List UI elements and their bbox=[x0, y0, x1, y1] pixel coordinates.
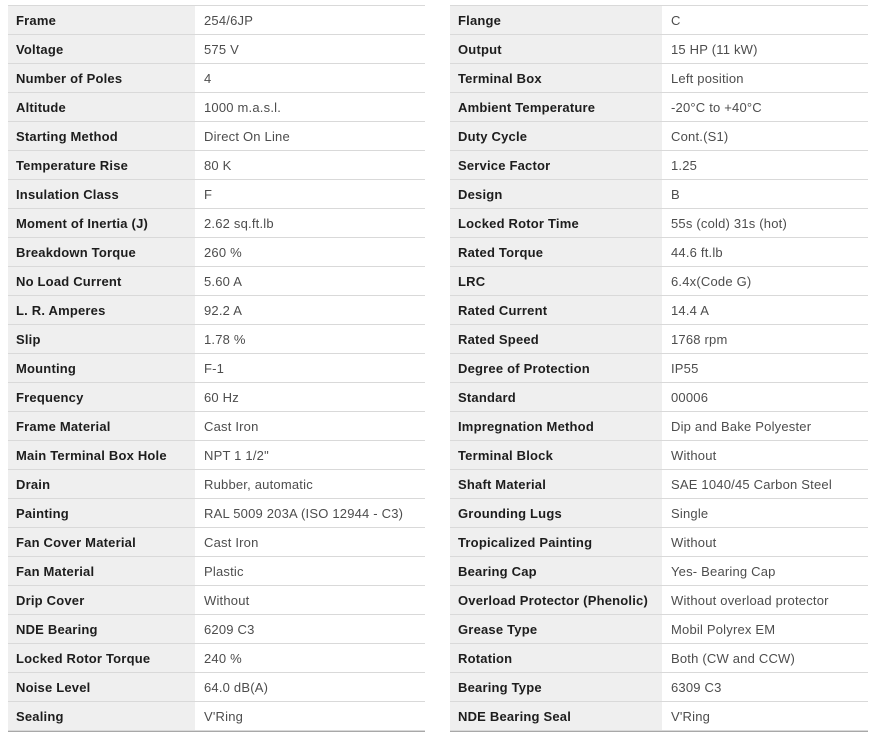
table-row bbox=[8, 267, 425, 296]
table-row bbox=[450, 180, 868, 209]
spec-label: Slip bbox=[8, 325, 195, 353]
spec-value: IP55 bbox=[662, 354, 868, 382]
spec-label: Rated Current bbox=[450, 296, 662, 324]
table-row bbox=[8, 35, 425, 64]
table-row bbox=[8, 557, 425, 586]
spec-value: 6309 C3 bbox=[662, 673, 868, 701]
table-row bbox=[450, 93, 868, 122]
spec-label: Terminal Block bbox=[450, 441, 662, 469]
spec-value: 575 V bbox=[195, 35, 425, 63]
spec-label: Drip Cover bbox=[8, 586, 195, 614]
spec-label: Ambient Temperature bbox=[450, 93, 662, 121]
spec-label: Sealing bbox=[8, 702, 195, 730]
table-row bbox=[450, 64, 868, 93]
spec-label: Grease Type bbox=[450, 615, 662, 643]
spec-label: Rated Torque bbox=[450, 238, 662, 266]
spec-value: 1.78 % bbox=[195, 325, 425, 353]
spec-label: Fan Cover Material bbox=[8, 528, 195, 556]
spec-value: F-1 bbox=[195, 354, 425, 382]
spec-value: 14.4 A bbox=[662, 296, 868, 324]
table-row bbox=[8, 615, 425, 644]
table-row bbox=[8, 470, 425, 499]
spec-label: Design bbox=[450, 180, 662, 208]
spec-value: 60 Hz bbox=[195, 383, 425, 411]
spec-value: Without overload protector bbox=[662, 586, 868, 614]
spec-label: Standard bbox=[450, 383, 662, 411]
table-row bbox=[8, 586, 425, 615]
table-row bbox=[8, 499, 425, 528]
spec-label: Rotation bbox=[450, 644, 662, 672]
table-row bbox=[450, 354, 868, 383]
spec-value: SAE 1040/45 Carbon Steel bbox=[662, 470, 868, 498]
table-row bbox=[450, 122, 868, 151]
spec-value: Dip and Bake Polyester bbox=[662, 412, 868, 440]
spec-label: Overload Protector (Phenolic) bbox=[450, 586, 662, 614]
table-row bbox=[8, 238, 425, 267]
spec-value: Cast Iron bbox=[195, 528, 425, 556]
spec-label: Service Factor bbox=[450, 151, 662, 179]
spec-value: Mobil Polyrex EM bbox=[662, 615, 868, 643]
table-row bbox=[450, 325, 868, 354]
spec-label: Bearing Type bbox=[450, 673, 662, 701]
spec-value: 44.6 ft.lb bbox=[662, 238, 868, 266]
spec-label: Bearing Cap bbox=[450, 557, 662, 585]
spec-label: Voltage bbox=[8, 35, 195, 63]
spec-label: Terminal Box bbox=[450, 64, 662, 92]
spec-value: RAL 5009 203A (ISO 12944 - C3) bbox=[195, 499, 425, 527]
spec-value: 15 HP (11 kW) bbox=[662, 35, 868, 63]
spec-label: Impregnation Method bbox=[450, 412, 662, 440]
table-row bbox=[450, 644, 868, 673]
spec-table-left bbox=[8, 5, 425, 732]
spec-value: 1768 rpm bbox=[662, 325, 868, 353]
spec-label: Moment of Inertia (J) bbox=[8, 209, 195, 237]
spec-label: Number of Poles bbox=[8, 64, 195, 92]
spec-label: Grounding Lugs bbox=[450, 499, 662, 527]
spec-value: Cont.(S1) bbox=[662, 122, 868, 150]
spec-value: 6.4x(Code G) bbox=[662, 267, 868, 295]
spec-label: Temperature Rise bbox=[8, 151, 195, 179]
spec-label: Frequency bbox=[8, 383, 195, 411]
spec-label: Frame bbox=[8, 6, 195, 34]
spec-value: 55s (cold) 31s (hot) bbox=[662, 209, 868, 237]
table-row bbox=[8, 354, 425, 383]
spec-value: 1000 m.a.s.l. bbox=[195, 93, 425, 121]
spec-value: F bbox=[195, 180, 425, 208]
spec-label: Painting bbox=[8, 499, 195, 527]
table-row bbox=[450, 615, 868, 644]
spec-label: Duty Cycle bbox=[450, 122, 662, 150]
spec-value: 260 % bbox=[195, 238, 425, 266]
table-row bbox=[8, 122, 425, 151]
spec-label: Frame Material bbox=[8, 412, 195, 440]
spec-label: LRC bbox=[450, 267, 662, 295]
spec-label: Output bbox=[450, 35, 662, 63]
table-row bbox=[450, 209, 868, 238]
table-row bbox=[450, 412, 868, 441]
table-row bbox=[450, 35, 868, 64]
table-row bbox=[450, 528, 868, 557]
table-row bbox=[450, 441, 868, 470]
table-row bbox=[8, 383, 425, 412]
spec-value: 5.60 A bbox=[195, 267, 425, 295]
spec-value: 80 K bbox=[195, 151, 425, 179]
spec-label: Mounting bbox=[8, 354, 195, 382]
spec-value: 64.0 dB(A) bbox=[195, 673, 425, 701]
table-row bbox=[8, 93, 425, 122]
spec-value: 240 % bbox=[195, 644, 425, 672]
table-row bbox=[450, 296, 868, 325]
table-row bbox=[8, 180, 425, 209]
spec-value: Cast Iron bbox=[195, 412, 425, 440]
table-row bbox=[450, 267, 868, 296]
table-row bbox=[450, 557, 868, 586]
spec-value: 4 bbox=[195, 64, 425, 92]
spec-value: -20°C to +40°C bbox=[662, 93, 868, 121]
table-row bbox=[450, 470, 868, 499]
table-row bbox=[8, 528, 425, 557]
spec-label: Degree of Protection bbox=[450, 354, 662, 382]
spec-value: 92.2 A bbox=[195, 296, 425, 324]
spec-value: Yes- Bearing Cap bbox=[662, 557, 868, 585]
table-row bbox=[450, 673, 868, 702]
spec-value: Direct On Line bbox=[195, 122, 425, 150]
spec-value: Both (CW and CCW) bbox=[662, 644, 868, 672]
spec-value: 6209 C3 bbox=[195, 615, 425, 643]
table-row bbox=[450, 499, 868, 528]
spec-value: Plastic bbox=[195, 557, 425, 585]
spec-label: Fan Material bbox=[8, 557, 195, 585]
spec-label: Main Terminal Box Hole bbox=[8, 441, 195, 469]
spec-value: Single bbox=[662, 499, 868, 527]
spec-label: L. R. Amperes bbox=[8, 296, 195, 324]
spec-value: V'Ring bbox=[662, 702, 868, 730]
table-row bbox=[8, 325, 425, 354]
spec-value: 2.62 sq.ft.lb bbox=[195, 209, 425, 237]
spec-label: NDE Bearing Seal bbox=[450, 702, 662, 730]
spec-value: 254/6JP bbox=[195, 6, 425, 34]
spec-label: Insulation Class bbox=[8, 180, 195, 208]
table-row bbox=[8, 151, 425, 180]
spec-label: Shaft Material bbox=[450, 470, 662, 498]
table-row bbox=[450, 151, 868, 180]
spec-label: Locked Rotor Torque bbox=[8, 644, 195, 672]
spec-value: 1.25 bbox=[662, 151, 868, 179]
spec-label: Tropicalized Painting bbox=[450, 528, 662, 556]
spec-value: Without bbox=[662, 528, 868, 556]
table-row bbox=[450, 702, 868, 731]
spec-value: C bbox=[662, 6, 868, 34]
table-row bbox=[8, 644, 425, 673]
spec-label: Locked Rotor Time bbox=[450, 209, 662, 237]
spec-value: Without bbox=[195, 586, 425, 614]
table-row bbox=[450, 238, 868, 267]
spec-value: B bbox=[662, 180, 868, 208]
spec-value: NPT 1 1/2" bbox=[195, 441, 425, 469]
spec-label: NDE Bearing bbox=[8, 615, 195, 643]
spec-label: Breakdown Torque bbox=[8, 238, 195, 266]
spec-value: Left position bbox=[662, 64, 868, 92]
spec-label: Starting Method bbox=[8, 122, 195, 150]
spec-label: Drain bbox=[8, 470, 195, 498]
table-row bbox=[8, 64, 425, 93]
table-row bbox=[8, 412, 425, 441]
spec-label: Flange bbox=[450, 6, 662, 34]
table-row bbox=[8, 209, 425, 238]
spec-value: Rubber, automatic bbox=[195, 470, 425, 498]
spec-label: Altitude bbox=[8, 93, 195, 121]
table-row bbox=[8, 6, 425, 35]
table-row bbox=[8, 296, 425, 325]
table-row bbox=[450, 586, 868, 615]
spec-value: V'Ring bbox=[195, 702, 425, 730]
spec-label: Rated Speed bbox=[450, 325, 662, 353]
spec-label: Noise Level bbox=[8, 673, 195, 701]
table-row bbox=[450, 383, 868, 412]
spec-label: No Load Current bbox=[8, 267, 195, 295]
spec-value: Without bbox=[662, 441, 868, 469]
table-row bbox=[8, 441, 425, 470]
table-row bbox=[450, 6, 868, 35]
table-row bbox=[8, 673, 425, 702]
spec-table-right bbox=[450, 5, 868, 732]
table-row bbox=[8, 702, 425, 731]
spec-value: 00006 bbox=[662, 383, 868, 411]
